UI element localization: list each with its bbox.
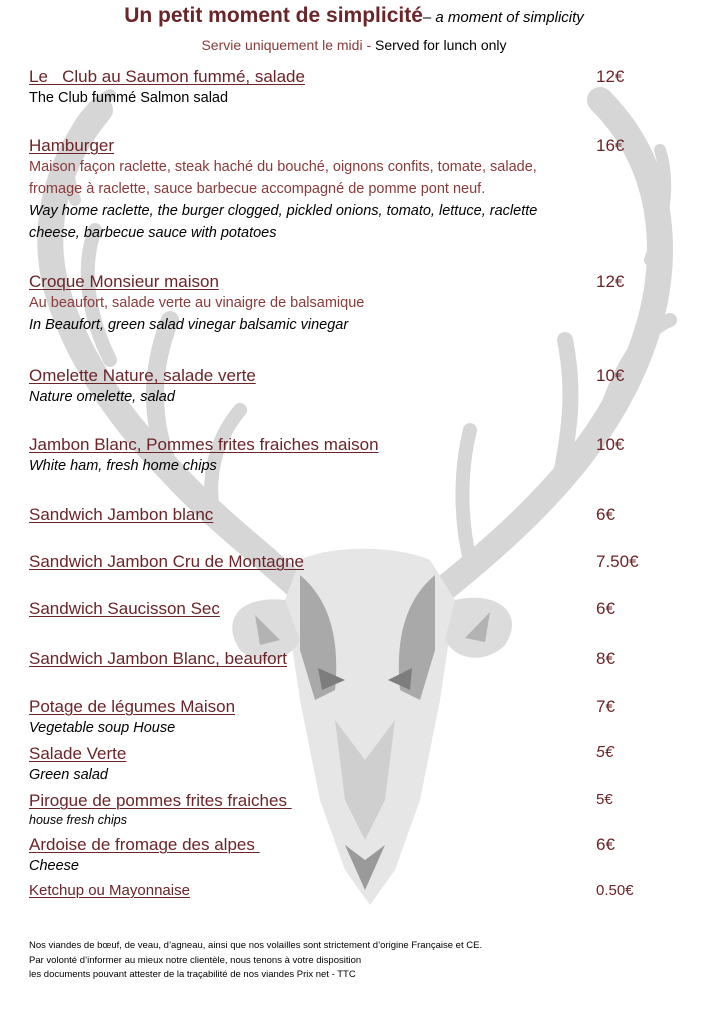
footer-line: Par volonté d’informer au mieux notre clientèle, nous tenons à votre disposition xyxy=(29,954,362,966)
title-english: – a moment of simplicity xyxy=(422,9,584,26)
item-price: 0.50€ xyxy=(596,882,634,899)
item-name: Sandwich Jambon blanc xyxy=(29,505,214,524)
item-price: 6€ xyxy=(596,599,615,618)
item-description-french: Au beaufort, salade verte au vinaigre de balsamique xyxy=(29,295,365,311)
item-price: 5€ xyxy=(596,744,614,761)
menu-item-sandwich-saucisson xyxy=(29,599,679,619)
item-price: 6€ xyxy=(596,505,615,524)
item-description-english: Cheese xyxy=(29,858,79,874)
menu-item-sandwich-jambon-blanc xyxy=(29,505,679,525)
subtitle-french: Servie uniquement le midi - xyxy=(201,37,375,53)
item-name: Omelette Nature, salade verte xyxy=(29,366,256,385)
menu-item-sandwich-jambon-beaufort xyxy=(29,649,679,669)
item-name: Ardoise de fromage des alpes xyxy=(29,835,260,854)
item-name: Salade Verte xyxy=(29,744,127,763)
item-price: 6€ xyxy=(596,835,615,854)
item-description-english: house fresh chips xyxy=(29,813,127,827)
item-description-english: Green salad xyxy=(29,767,108,783)
item-description-french: Maison façon raclette, steak haché du bouché, oignons confits, tomate, salade, fromage à raclette, sauce barbecue accompagné de pomme pont neuf. xyxy=(29,159,537,197)
menu-subtitle xyxy=(0,37,708,53)
item-price: 10€ xyxy=(596,435,625,454)
item-description-english: Vegetable soup House xyxy=(29,720,176,736)
item-name: Croque Monsieur maison xyxy=(29,272,219,291)
footer-line: Nos viandes de bœuf, de veau, d’agneau, ainsi que nos volailles sont strictement d’origine Française et CE. xyxy=(29,940,483,951)
menu-item-club-saumon xyxy=(29,67,679,109)
item-name: Potage de légumes Maison xyxy=(29,697,236,716)
menu-title xyxy=(0,4,708,28)
menu-item-ardoise-fromage xyxy=(29,835,679,877)
menu-item-omelette xyxy=(29,366,679,408)
item-price: 16€ xyxy=(596,136,625,155)
menu-item-croque-monsieur xyxy=(29,272,679,336)
item-price: 12€ xyxy=(596,67,625,86)
menu-item-sandwich-jambon-cru xyxy=(29,552,679,572)
item-name: Jambon Blanc, Pommes frites fraiches maison xyxy=(29,435,379,454)
item-name: Ketchup ou Mayonnaise xyxy=(29,882,190,899)
menu-item-hamburger xyxy=(29,136,679,244)
menu-item-ketchup-mayonnaise xyxy=(29,882,679,900)
footer-line: les documents pouvant attester de la traçabilité de nos viandes Prix net - TTC xyxy=(29,969,356,980)
menu-item-potage xyxy=(29,697,679,739)
menu-item-jambon-frites xyxy=(29,435,679,477)
menu-item-salade-verte xyxy=(29,744,679,786)
menu-item-pirogue-frites xyxy=(29,791,679,829)
item-description-english: In Beaufort, green salad vinegar balsamic vinegar xyxy=(29,317,349,333)
item-price: 7€ xyxy=(596,697,615,716)
title-french: Un petit moment de simplicité xyxy=(124,4,423,27)
item-description-english: The Club fummé Salmon salad xyxy=(29,90,229,106)
item-price: 7.50€ xyxy=(596,552,639,571)
item-description-english: White ham, fresh home chips xyxy=(29,458,217,474)
item-price: 10€ xyxy=(596,366,625,385)
item-name: Le Club au Saumon fummé, salade xyxy=(29,67,305,86)
item-name: Sandwich Jambon Cru de Montagne xyxy=(29,552,304,571)
item-price: 8€ xyxy=(596,649,615,668)
item-description-english: Way home raclette, the burger clogged, pickled onions, tomato, lettuce, raclette cheese, barbecue sauce with potatoes xyxy=(29,203,538,241)
item-name: Hamburger xyxy=(29,136,115,155)
item-description-english: Nature omelette, salad xyxy=(29,389,175,405)
item-name: Sandwich Jambon Blanc, beaufort xyxy=(29,649,287,668)
footer-note xyxy=(29,939,482,983)
item-price: 5€ xyxy=(596,791,613,808)
item-name: Sandwich Saucisson Sec xyxy=(29,599,220,618)
item-price: 12€ xyxy=(596,272,625,291)
subtitle-english: Served for lunch only xyxy=(375,37,507,53)
item-name: Pirogue de pommes frites fraiches xyxy=(29,791,292,810)
